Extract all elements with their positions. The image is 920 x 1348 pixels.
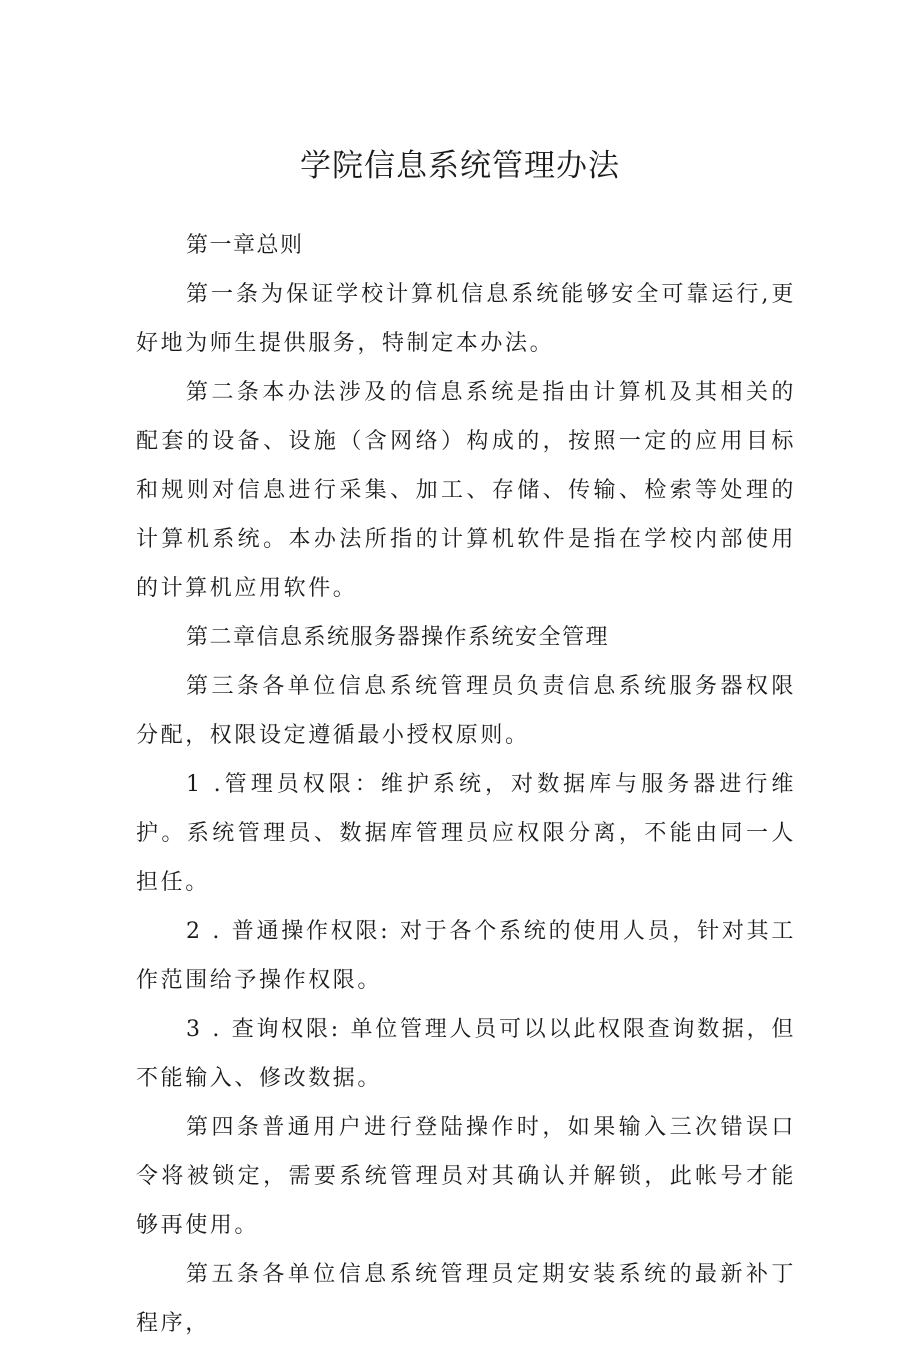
list-item-paragraph: 3 . 查询权限: 单位管理人员可以以此权限查询数据，但不能输入、修改数据。 (136, 1017, 796, 1091)
article-paragraph: 第四条普通用户进行登陆操作时，如果输入三次错误口令将被锁定，需要系统管理员对其确认并解锁，此帐号才能够再使用。 (136, 1115, 796, 1238)
article-paragraph: 第五条各单位信息系统管理员定期安装系统的最新补丁程序， (136, 1262, 796, 1336)
article-paragraph: 第二条本办法涉及的信息系统是指由计算机及其相关的配套的设备、设施（含网络）构成的，按照一定的应用目标和规则对信息进行采集、加工、存储、传输、检索等处理的计算机系统。本办法所指的计算机软件是指在学校内部使用的计算机应用软件。 (136, 380, 796, 601)
chapter-heading: 第二章信息系统服务器操作系统安全管理 (186, 625, 610, 650)
document-title: 学院信息系统管理办法 (300, 148, 620, 184)
article-paragraph: 第三条各单位信息系统管理员负责信息系统服务器权限分配，权限设定遵循最小授权原则。 (136, 674, 796, 748)
list-item-paragraph: 1 .管理员权限：维护系统，对数据库与服务器进行维护。系统管理员、数据库管理员应权限分离，不能由同一人担任。 (136, 772, 796, 895)
list-item-paragraph: 2 . 普通操作权限: 对于各个系统的使用人员，针对其工作范围给予操作权限。 (136, 919, 796, 993)
document-body (136, 221, 796, 1348)
article-paragraph: 第一条为保证学校计算机信息系统能够安全可靠运行,更好地为师生提供服务，特制定本办法。 (136, 282, 796, 356)
chapter-heading: 第一章总则 (186, 233, 304, 258)
